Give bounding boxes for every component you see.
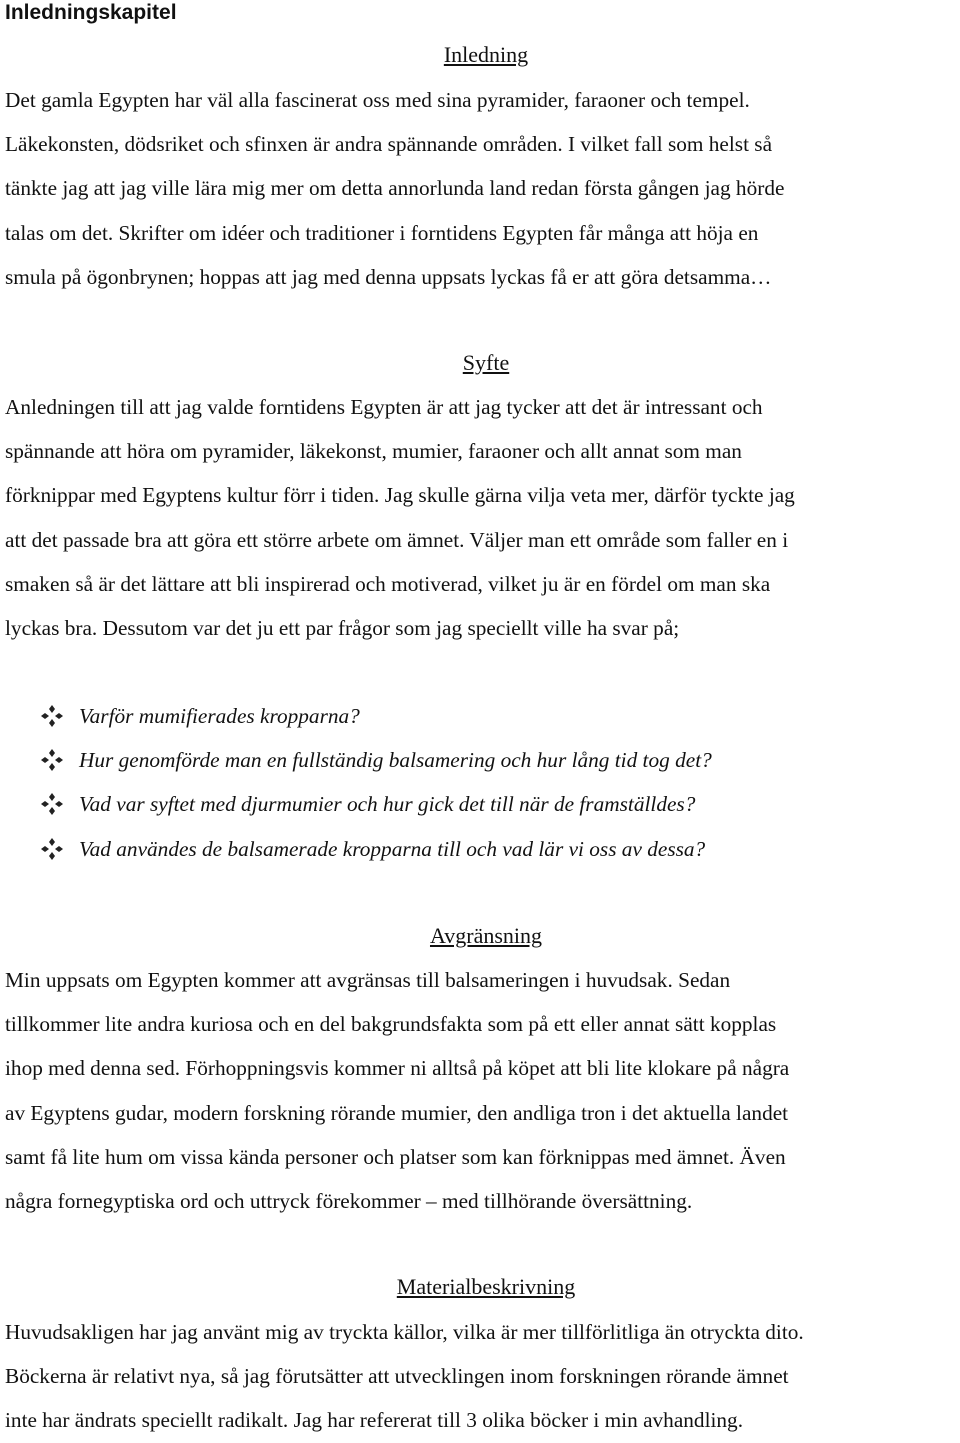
text-line: spännande att höra om pyramider, läkekonst, mumier, faraoner och allt annat som man bbox=[5, 439, 742, 464]
heading-materialbeskrivning: Materialbeskrivning bbox=[396, 1274, 576, 1299]
text-line: Böckerna är relativt nya, så jag förutsätter att utvecklingen inom forskningen rörande ämnet bbox=[5, 1364, 789, 1389]
text-line: smaken så är det lättare att bli inspirerad och motiverad, vilket ju är en fördel om man ska bbox=[5, 571, 771, 596]
text-line: Läkekonsten, dödsriket och sfinxen är andra spännande områden. I vilket fall som helst så bbox=[5, 132, 773, 157]
text-line: tänkte jag att jag ville lära mig mer om detta annorlunda land redan första gången jag hörde bbox=[5, 176, 785, 201]
text-line: av Egyptens gudar, modern forskning rörande mumier, den andliga tron i det aktuella landet bbox=[5, 1100, 789, 1125]
text-line: smula på ögonbrynen; hoppas att jag med denna uppsats lyckas få er att göra detsamma… bbox=[5, 264, 772, 289]
text-line: förknippar med Egyptens kultur förr i tiden. Jag skulle gärna vilja veta mer, därför tyckte jag bbox=[5, 483, 795, 508]
four-diamond-bullet-icon bbox=[40, 792, 64, 816]
text-line: Min uppsats om Egypten kommer att avgränsas till balsameringen i huvudsak. Sedan bbox=[5, 968, 731, 992]
text-line: några fornegyptiska ord och uttryck förekommer – med tillhörande översättning. bbox=[5, 1188, 693, 1213]
four-diamond-bullet-icon bbox=[40, 837, 64, 861]
text-line: samt få lite hum om vissa kända personer och platser som kan förknippas med ämnet. Även bbox=[5, 1144, 786, 1169]
paragraph-avgransning bbox=[5, 958, 960, 1223]
four-diamond-bullet-icon bbox=[40, 704, 64, 728]
text-line: inte har ändrats speciellt radikalt. Jag har refererat till 3 olika böcker i min avhandling. bbox=[5, 1408, 744, 1433]
text-line: ihop med denna sed. Förhoppningsvis kommer ni alltså på köpet att bli lite klokare på några bbox=[5, 1056, 790, 1081]
list-item bbox=[40, 738, 712, 782]
heading-inledning: Inledning bbox=[443, 42, 529, 67]
list-item bbox=[40, 782, 712, 826]
question-text: Vad var syftet med djurmumier och hur gick det till när de framställdes? bbox=[79, 792, 696, 817]
four-diamond-bullet-icon bbox=[40, 748, 64, 772]
list-item bbox=[40, 827, 712, 871]
heading-avgransning: Avgränsning bbox=[429, 923, 543, 948]
question-text: Varför mumifierades kropparna? bbox=[79, 704, 360, 728]
text-line: talas om det. Skrifter om idéer och traditioner i forntidens Egypten får många att höja en bbox=[5, 220, 759, 245]
text-line: Det gamla Egypten har väl alla fascinerat oss med sina pyramider, faraoner och tempel. bbox=[5, 88, 750, 112]
list-item bbox=[40, 694, 712, 738]
text-line: lyckas bra. Dessutom var det ju ett par frågor som jag speciellt ville ha svar på; bbox=[5, 615, 680, 640]
paragraph-syfte bbox=[5, 385, 960, 650]
question-text: Vad användes de balsamerade kropparna till och vad lär vi oss av dessa? bbox=[79, 836, 706, 861]
text-line: att det passade bra att göra ett större arbete om ämnet. Väljer man ett område som faller en i bbox=[5, 527, 789, 552]
chapter-title: Inledningskapitel bbox=[5, 1, 177, 24]
heading-syfte: Syfte bbox=[462, 350, 510, 375]
text-line: Huvudsakligen har jag använt mig av tryckta källor, vilka är mer tillförlitliga än otryckta dito. bbox=[5, 1320, 804, 1344]
paragraph-materialbeskrivning bbox=[5, 1310, 960, 1443]
text-line: Anledningen till att jag valde forntidens Egypten är att jag tycker att det är intressant och bbox=[5, 395, 763, 419]
question-text: Hur genomförde man en fullständig balsamering och hur lång tid tog det? bbox=[79, 748, 712, 773]
text-line: tillkommer lite andra kuriosa och en del bakgrundsfakta som på ett eller annat sätt kopplas bbox=[5, 1012, 777, 1037]
paragraph-inledning bbox=[5, 78, 960, 299]
question-list bbox=[40, 694, 712, 871]
